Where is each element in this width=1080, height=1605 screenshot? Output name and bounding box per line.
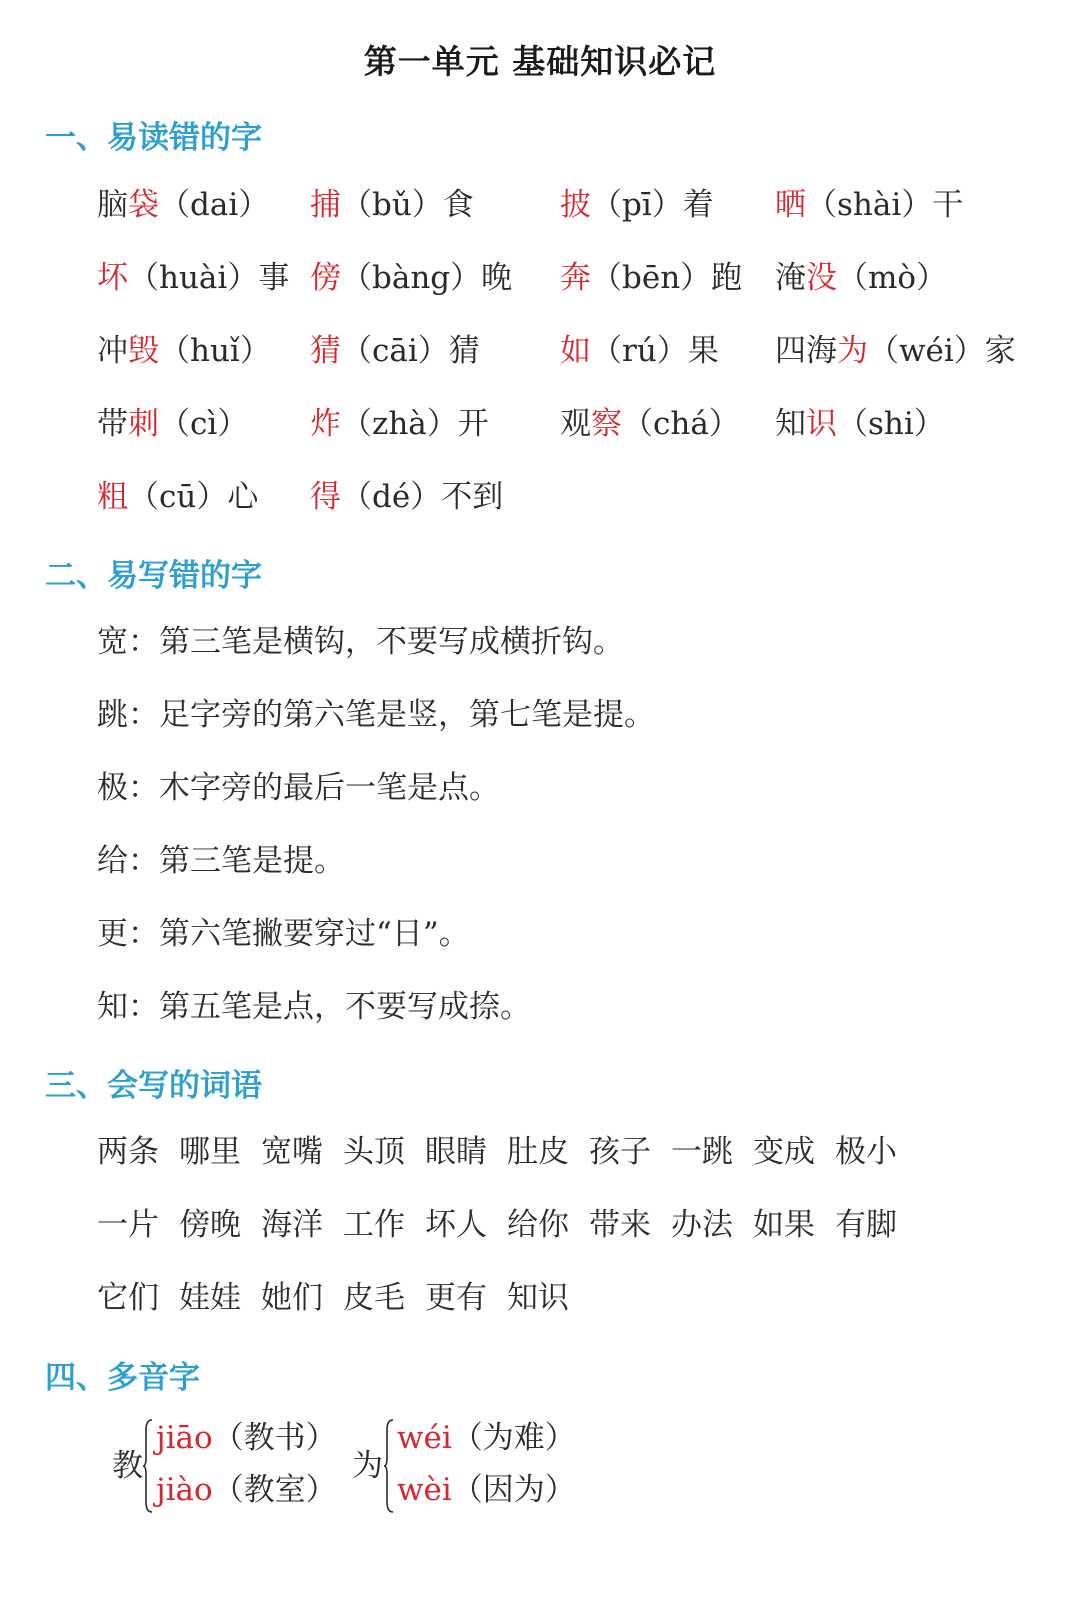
misread-word — [310, 331, 480, 371]
word-prefix: 四海 — [775, 333, 837, 369]
polyphone-char: 为 — [352, 1448, 383, 1484]
pinyin-suffix: （huài）事 — [128, 260, 290, 296]
vocab-word: 它们 — [97, 1280, 159, 1316]
highlight-char: 刺 — [128, 406, 159, 442]
pinyin: wéi — [397, 1420, 452, 1456]
pinyin-suffix: （bǔ）食 — [341, 187, 474, 223]
pinyin-suffix: （mò） — [837, 260, 948, 296]
pinyin-suffix: （zhà）开 — [341, 406, 489, 442]
pinyin-suffix: （chá） — [622, 406, 740, 442]
highlight-char: 袋 — [128, 187, 159, 223]
pinyin-suffix: （cū）心 — [128, 479, 259, 515]
vocab-word: 带来 — [589, 1207, 651, 1243]
highlight-char: 没 — [806, 260, 837, 296]
pinyin-suffix: （shài）干 — [806, 187, 964, 223]
vocab-word: 肚皮 — [507, 1134, 569, 1170]
highlight-char: 炸 — [310, 406, 341, 442]
pinyin-suffix: （cāi）猜 — [341, 333, 480, 369]
writing-rule: 给：第三笔是提。 — [97, 843, 345, 879]
polyphone-reading — [397, 1470, 576, 1510]
vocab-word: 一跳 — [671, 1134, 733, 1170]
pinyin-suffix: （wéi）家 — [868, 333, 1016, 369]
pinyin-suffix: （dé）不到 — [341, 479, 504, 515]
vocab-word: 宽嘴 — [261, 1134, 323, 1170]
misread-word — [97, 331, 271, 371]
pinyin-suffix: （pī）着 — [591, 187, 714, 223]
writing-rule: 跳：足字旁的第六笔是竖，第七笔是提。 — [97, 697, 655, 733]
brace-icon — [143, 1418, 153, 1514]
highlight-char: 毁 — [128, 333, 159, 369]
example-word: （教室） — [212, 1472, 337, 1508]
word-prefix: 淹 — [775, 260, 806, 296]
section-heading-polyphones: 四、多音字 — [45, 1360, 200, 1396]
vocab-word: 一片 — [97, 1207, 159, 1243]
example-word: （为难） — [451, 1420, 576, 1456]
highlight-char: 捕 — [310, 187, 341, 223]
example-word: （教书） — [212, 1420, 337, 1456]
words-row — [97, 1205, 917, 1245]
vocab-word: 娃娃 — [179, 1280, 241, 1316]
vocab-word: 海洋 — [261, 1207, 323, 1243]
highlight-char: 为 — [837, 333, 868, 369]
vocab-word: 两条 — [97, 1134, 159, 1170]
pinyin: wèi — [397, 1472, 452, 1508]
highlight-char: 披 — [560, 187, 591, 223]
highlight-char: 粗 — [97, 479, 128, 515]
page-title: 第一单元 基础知识必记 — [363, 42, 717, 81]
misread-word — [560, 404, 740, 444]
polyphone-reading — [397, 1418, 576, 1458]
pinyin: jiào — [156, 1472, 213, 1508]
pinyin-suffix: （huǐ） — [159, 333, 271, 369]
section-heading-misread: 一、易读错的字 — [45, 120, 262, 156]
vocab-word: 给你 — [507, 1207, 569, 1243]
example-word: （因为） — [451, 1472, 576, 1508]
misread-word — [97, 185, 269, 225]
vocab-word: 哪里 — [179, 1134, 241, 1170]
writing-rule: 极：木字旁的最后一笔是点。 — [97, 770, 500, 806]
writing-rule: 知：第五笔是点，不要写成捺。 — [97, 989, 531, 1025]
polyphone-reading — [156, 1470, 337, 1510]
writing-rule: 更：第六笔撇要穿过“日”。 — [97, 916, 470, 952]
misread-word — [560, 185, 714, 225]
word-prefix: 带 — [97, 406, 128, 442]
misread-word — [97, 258, 289, 298]
words-row — [97, 1132, 917, 1172]
pinyin-suffix: （dai） — [159, 187, 270, 223]
misread-word — [310, 477, 503, 517]
vocab-word: 她们 — [261, 1280, 323, 1316]
pinyin-suffix: （bēn）跑 — [591, 260, 743, 296]
vocab-word: 坏人 — [425, 1207, 487, 1243]
word-prefix: 冲 — [97, 333, 128, 369]
misread-word — [775, 258, 947, 298]
misread-word — [97, 404, 248, 444]
vocab-word: 知识 — [507, 1280, 569, 1316]
word-prefix: 脑 — [97, 187, 128, 223]
brace-icon — [384, 1418, 394, 1514]
highlight-char: 察 — [591, 406, 622, 442]
highlight-char: 识 — [806, 406, 837, 442]
pinyin-suffix: （cì） — [159, 406, 249, 442]
vocab-word: 如果 — [753, 1207, 815, 1243]
vocab-word: 极小 — [835, 1134, 897, 1170]
vocab-word: 孩子 — [589, 1134, 651, 1170]
vocab-word: 办法 — [671, 1207, 733, 1243]
vocab-word: 有脚 — [835, 1207, 897, 1243]
highlight-char: 奔 — [560, 260, 591, 296]
word-prefix: 观 — [560, 406, 591, 442]
pinyin-suffix: （shi） — [837, 406, 945, 442]
misread-word — [560, 331, 719, 371]
highlight-char: 得 — [310, 479, 341, 515]
misread-word — [775, 331, 1016, 371]
pinyin-suffix: （bàng）晚 — [341, 260, 513, 296]
misread-word — [775, 404, 945, 444]
section-heading-words: 三、会写的词语 — [45, 1068, 262, 1104]
misread-word — [310, 258, 512, 298]
misread-word — [97, 477, 258, 517]
writing-rule: 宽：第三笔是横钩，不要写成横折钩。 — [97, 624, 624, 660]
vocab-word: 皮毛 — [343, 1280, 405, 1316]
vocab-word: 变成 — [753, 1134, 815, 1170]
polyphone-reading — [156, 1418, 337, 1458]
pinyin-suffix: （rú）果 — [591, 333, 719, 369]
vocab-word: 眼睛 — [425, 1134, 487, 1170]
vocab-word: 傍晚 — [179, 1207, 241, 1243]
section-heading-miswrite: 二、易写错的字 — [45, 558, 262, 594]
highlight-char: 傍 — [310, 260, 341, 296]
pinyin: jiāo — [156, 1420, 213, 1456]
vocab-word: 更有 — [425, 1280, 487, 1316]
highlight-char: 猜 — [310, 333, 341, 369]
highlight-char: 如 — [560, 333, 591, 369]
polyphone-char: 教 — [112, 1448, 143, 1484]
misread-word — [775, 185, 963, 225]
vocab-word: 工作 — [343, 1207, 405, 1243]
highlight-char: 坏 — [97, 260, 128, 296]
words-row — [97, 1278, 589, 1318]
word-prefix: 知 — [775, 406, 806, 442]
misread-word — [560, 258, 742, 298]
vocab-word: 头顶 — [343, 1134, 405, 1170]
highlight-char: 晒 — [775, 187, 806, 223]
misread-word — [310, 185, 474, 225]
misread-word — [310, 404, 489, 444]
